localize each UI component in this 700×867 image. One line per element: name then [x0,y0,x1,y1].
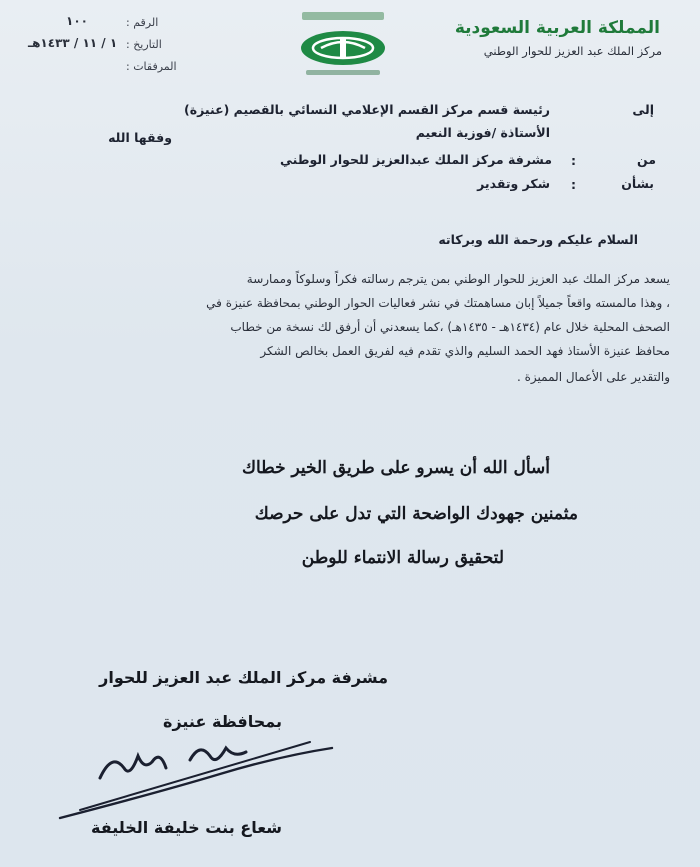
closing-line3: لتحقيق رسالة الانتماء للوطن [301,548,504,568]
attachments-label: المرفقات : [126,60,177,73]
closing-line2: مثمنين جهودك الواضحة التي تدل على حرصك [254,504,578,524]
signature-title: مشرفة مركز الملك عبد العزيز للحوار [99,668,388,687]
to-line1: رئيسة قسم مركز القسم الإعلامي النسائي بالقصيم (عنيزة) [184,102,550,117]
to-line2: الأستاذة /فوزية النعيم [415,125,550,140]
date-label: التاريخ : [126,38,162,51]
date-value: ١ / ١١ / ١٤٣٣هـ [28,36,118,50]
signature-location: بمحافظة عنيزة [163,712,282,731]
body-line: والتقدير على الأعمال المميزة . [517,370,670,384]
from-label: من [637,152,656,167]
kingdom-title: المملكة العربية السعودية [454,18,660,38]
from-colon: : [571,153,576,168]
from-value: مشرفة مركز الملك عبدالعزيز للحوار الوطني [279,152,552,167]
ref-number-value: ١٠٠ [66,14,88,28]
signature-name: شعاع بنت خليفة الخليفة [90,818,282,837]
center-name: مركز الملك عبد العزيز للحوار الوطني [483,44,662,58]
subject-value: شكر وتقدير [477,176,550,191]
closing-line1: أسأل الله أن يسرو على طريق الخير خطاك [241,458,550,478]
greeting: السلام عليكم ورحمة الله وبركاته [438,232,638,247]
body-line: يسعد مركز الملك عبد العزيز للحوار الوطني بمن يترجم رسالته فكراً وسلوكاً وممارسة [246,272,670,286]
body-line: محافظ عنيزة الأستاذ فهد الحمد السليم والذي تقدم فيه لفريق العمل بخالص الشكر [260,344,670,358]
handwritten-signature [40,722,340,832]
subject-label: بشأن [621,176,654,191]
body-line: الصحف المحلية خلال عام (١٤٣٤هـ - ١٤٣٥هـ) ،كما يسعدني أن أرفق لك نسخة من خطاب [230,320,670,334]
center-logo-icon [288,10,398,82]
to-line3: وفقها الله [108,130,172,145]
center-logo [288,10,398,82]
to-label: إلى [632,102,654,117]
signature-scribble-icon [40,722,340,832]
body-line: ، وهذا مالمسته واقعاً جميلاً إبان مساهمتك في نشر فعاليات الحوار الوطني بمحافظة عنيزة في [206,296,670,310]
ref-number-label: الرقم : [126,16,159,29]
subject-colon: : [571,177,576,192]
